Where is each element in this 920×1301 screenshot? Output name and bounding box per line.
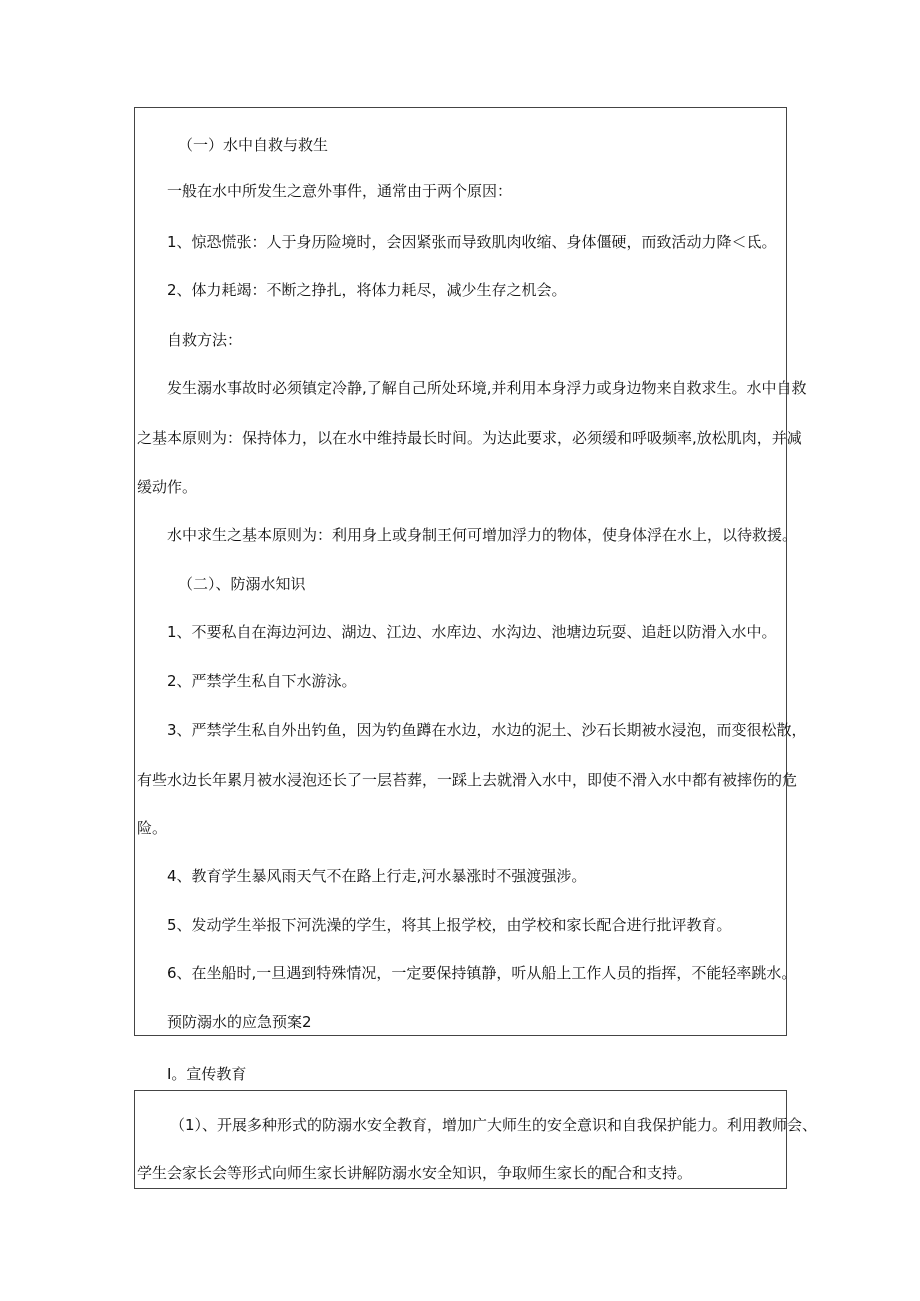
section1-heading: （一）水中自救与救生 [178, 136, 329, 154]
knowledge-item-4: 4、教育学生暴风雨天气不在路上行走,河水暴涨时不强渡强涉。 [167, 867, 587, 885]
publicity-para-line-1: （1）、开展多种形式的防溺水安全教育，增加广大师生的安全意识和自我保护能力。利用教师会、 [170, 1116, 818, 1134]
knowledge-item-1: 1、不要私自在海边河边、湖边、江边、水库边、水沟边、池塘边玩耍、追赶以防滑入水中。 [167, 623, 777, 641]
knowledge-item-3-line-3: 险。 [137, 819, 168, 837]
cause-2: 2、体力耗竭：不断之挣扎，将体力耗尽，减少生存之机会。 [167, 281, 567, 299]
survival-principle: 水中求生之基本原则为：利用身上或身制王何可增加浮力的物体，使身体浮在水上，以待救援。 [167, 526, 798, 544]
publicity-education-heading: I。宣传教育 [167, 1065, 247, 1083]
cause-1: 1、惊恐慌张：人于身历险境时，会因紧张而导致肌肉收缩、身体僵硬，而致活动力降＜氐。 [167, 233, 777, 251]
section2-heading: （二）、防溺水知识 [178, 575, 306, 593]
knowledge-item-2: 2、严禁学生私自下水游泳。 [167, 672, 357, 690]
section1-intro: 一般在水中所发生之意外事件，通常由于两个原因： [167, 182, 513, 200]
method-para-line-2: 之基本原则为：保持体力，以在水中维持最长时间。为达此要求，必须缓和呼吸频率,放松肌肉，并减 [137, 429, 802, 447]
knowledge-item-6: 6、在坐船时,一旦遇到特殊情况，一定要保持镇静，听从船上工作人员的指挥，不能轻率跳水。 [167, 964, 797, 982]
plan-title: 预防溺水的应急预案2 [167, 1013, 312, 1031]
knowledge-item-3-line-2: 有些水边长年累月被水浸泡还长了一层苔葬，一踩上去就滑入水中，即使不滑入水中都有被摔伤的危 [137, 771, 798, 789]
knowledge-item-5: 5、发动学生举报下河洗澡的学生，将其上报学校，由学校和家长配合进行批评教育。 [167, 916, 732, 934]
method-para-line-3: 缓动作。 [137, 478, 198, 496]
method-para-line-1: 发生溺水事故时必须镇定冷静,了解自己所处环境,并利用本身浮力或身边物来自救求生。水中自救 [167, 379, 807, 397]
knowledge-item-3-line-1: 3、严禁学生私自外出钓鱼，因为钓鱼蹲在水边，水边的泥土、沙石长期被水浸泡，而变很松散， [167, 721, 807, 739]
method-label: 自救方法： [167, 331, 243, 349]
publicity-para-line-2: 学生会家长会等形式向师生家长讲解防溺水安全知识，争取师生家长的配合和支持。 [137, 1164, 693, 1182]
